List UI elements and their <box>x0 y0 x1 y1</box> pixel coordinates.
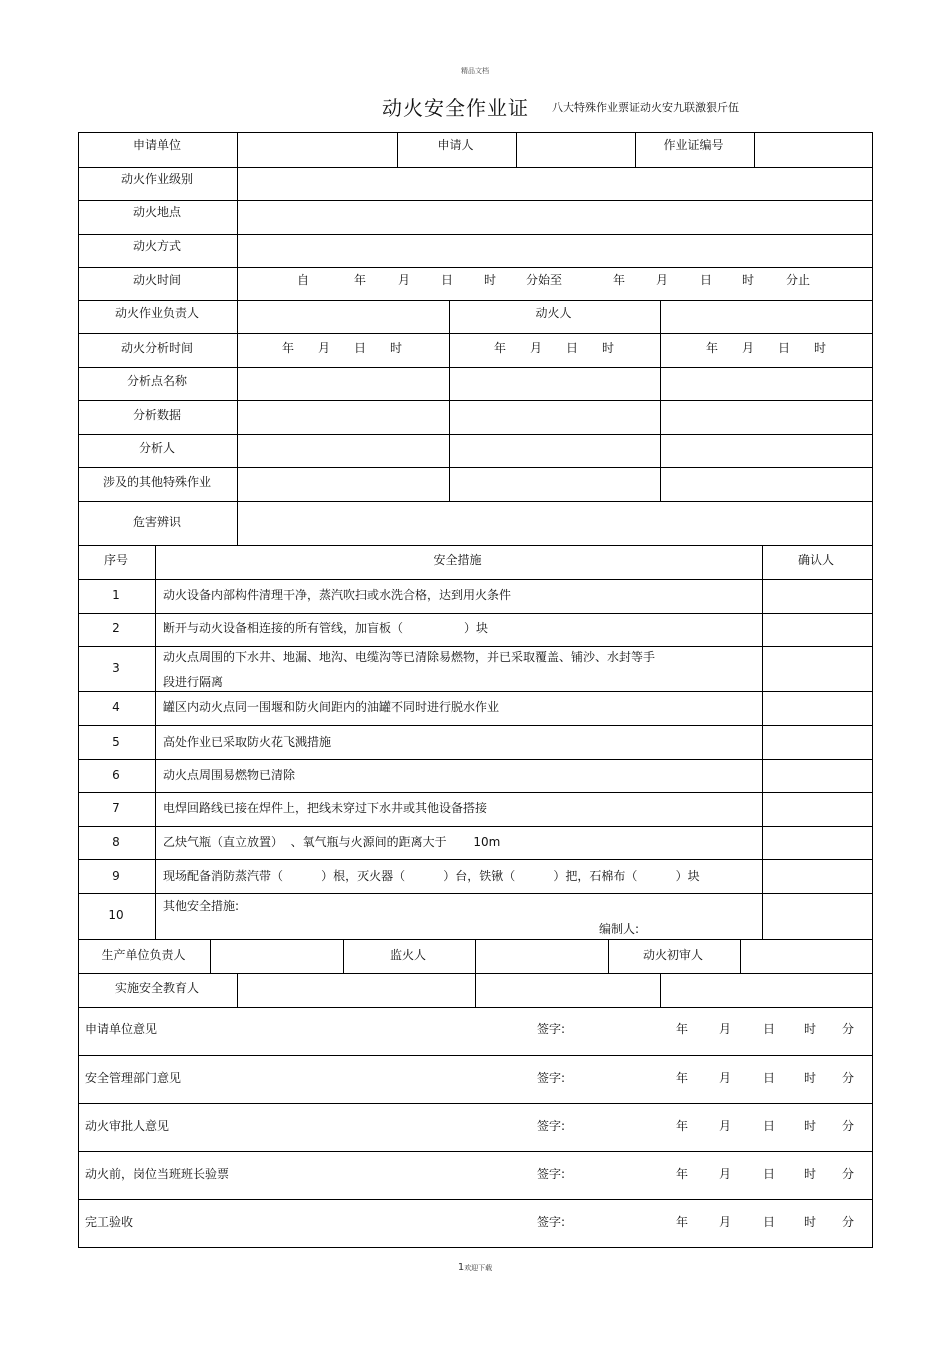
sign-minute: 分 <box>842 1119 855 1133</box>
measure-text-cont: 段进行隔离 <box>163 675 224 689</box>
sign-day: 日 <box>763 1071 776 1085</box>
measure-text: 断开与动火设备相连接的所有管线，加盲板（ ）块 <box>163 621 489 635</box>
sign-day: 日 <box>763 1022 776 1036</box>
at2-month: 月 <box>530 341 543 355</box>
col-safety-measures: 安全措施 <box>433 553 482 567</box>
analysis-time-label: 动火分析时间 <box>120 341 193 355</box>
measure-text: 其他安全措施: <box>163 899 240 913</box>
first-reviewer-label: 动火初审人 <box>642 948 703 962</box>
time-month: 月 <box>398 273 411 287</box>
measure-text: 现场配备消防蒸汽带（ ）根，灭火器（ ）台，铁锹（ ）把，石棉布（ ）块 <box>163 869 700 883</box>
at1-hour: 时 <box>390 341 403 355</box>
analysis-data-label: 分析数据 <box>132 408 181 422</box>
permit-number-label: 作业证编号 <box>663 138 724 152</box>
measure-no: 1 <box>112 588 120 602</box>
page-number: 1 <box>457 1262 465 1273</box>
sign-day: 日 <box>763 1167 776 1181</box>
sign-month: 月 <box>719 1071 732 1085</box>
at3-year: 年 <box>706 341 719 355</box>
sign-hour: 时 <box>804 1167 817 1181</box>
analysis-point-label: 分析点名称 <box>126 374 187 388</box>
sign-day: 日 <box>763 1119 776 1133</box>
col-number: 序号 <box>103 553 128 567</box>
other-special-work-label: 涉及的其他特殊作业 <box>102 475 211 489</box>
measure-no: 10 <box>108 908 124 922</box>
measure-no: 5 <box>112 735 120 749</box>
measure-text: 罐区内动火点同一围堰和防火间距内的油罐不同时进行脱水作业 <box>163 700 500 714</box>
analyst-label: 分析人 <box>138 441 175 455</box>
hazard-identification-label: 危害辨识 <box>132 515 181 529</box>
page-footer <box>0 1262 950 1273</box>
fire-method-label: 动火方式 <box>132 239 181 253</box>
at1-month: 月 <box>318 341 331 355</box>
measure-text: 动火点周围的下水井、地漏、地沟、电缆沟等已清除易燃物，并已采取覆盖、铺沙、水封等手 <box>163 650 656 664</box>
signoff-approver: 动火审批人意见 <box>85 1119 170 1133</box>
supervisor-label: 动火作业负责人 <box>114 306 199 320</box>
sign-month: 月 <box>719 1119 732 1133</box>
page-subtitle: 八大特殊作业票证动火安九联激狠斤伍 <box>552 101 739 114</box>
sign-day: 日 <box>763 1215 776 1229</box>
time-start: 分始至 <box>526 273 563 287</box>
sign-month: 月 <box>719 1167 732 1181</box>
time-day: 日 <box>441 273 454 287</box>
sign-minute: 分 <box>842 1022 855 1036</box>
at3-day: 日 <box>778 341 791 355</box>
time-hour: 时 <box>484 273 497 287</box>
signoff-shift-leader: 动火前，岗位当班班长验票 <box>85 1167 230 1181</box>
sign-hour: 时 <box>804 1119 817 1133</box>
measure-no: 6 <box>112 768 120 782</box>
time-day-2: 日 <box>700 273 713 287</box>
at1-day: 日 <box>354 341 367 355</box>
sign-label: 签字: <box>537 1022 566 1036</box>
applicant-label: 申请人 <box>437 138 474 152</box>
measure-no: 4 <box>112 700 120 714</box>
footer-text: 欢迎下载 <box>464 1264 493 1272</box>
fire-location-label: 动火地点 <box>132 205 181 219</box>
measure-text: 动火点周围易燃物已清除 <box>163 768 296 782</box>
sign-year: 年 <box>676 1215 689 1229</box>
measure-text: 高处作业已采取防火花飞溅措施 <box>163 735 332 749</box>
sign-year: 年 <box>676 1071 689 1085</box>
time-year: 年 <box>354 273 367 287</box>
signoff-applicant-unit: 申请单位意见 <box>85 1022 158 1036</box>
at2-year: 年 <box>494 341 507 355</box>
sign-month: 月 <box>719 1022 732 1036</box>
fire-time-label: 动火时间 <box>132 273 181 287</box>
watermark: 精品文档 <box>461 67 489 75</box>
compiled-by-label: 编制人: <box>599 922 640 936</box>
sign-label: 签字: <box>537 1119 566 1133</box>
sign-minute: 分 <box>842 1215 855 1229</box>
time-month-2: 月 <box>656 273 669 287</box>
sign-hour: 时 <box>804 1215 817 1229</box>
measure-no: 2 <box>112 621 120 635</box>
sign-minute: 分 <box>842 1071 855 1085</box>
at2-hour: 时 <box>602 341 615 355</box>
at1-year: 年 <box>282 341 295 355</box>
sign-label: 签字: <box>537 1071 566 1085</box>
signoff-completion: 完工验收 <box>85 1215 134 1229</box>
measure-no: 3 <box>112 661 120 675</box>
signoff-safety-dept: 安全管理部门意见 <box>85 1071 182 1085</box>
fire-watch-label: 监火人 <box>389 948 426 962</box>
measure-text: 乙炔气瓶（直立放置） 、氧气瓶与火源间的距离大于 10m <box>163 835 501 849</box>
sign-month: 月 <box>719 1215 732 1229</box>
sign-label: 签字: <box>537 1215 566 1229</box>
col-confirmer: 确认人 <box>797 553 834 567</box>
time-year-2: 年 <box>613 273 626 287</box>
sign-year: 年 <box>676 1022 689 1036</box>
sign-minute: 分 <box>842 1167 855 1181</box>
measure-no: 8 <box>112 835 120 849</box>
measure-no: 7 <box>112 801 120 815</box>
worker-label: 动火人 <box>535 306 572 320</box>
applicant-unit-label: 申请单位 <box>132 138 181 152</box>
sign-hour: 时 <box>804 1071 817 1085</box>
time-end: 分止 <box>786 273 811 287</box>
measure-text: 电焊回路线已接在焊件上，把线未穿过下水井或其他设备搭接 <box>163 801 488 815</box>
fire-work-level-label: 动火作业级别 <box>120 172 193 186</box>
at2-day: 日 <box>566 341 579 355</box>
time-hour-2: 时 <box>742 273 755 287</box>
measure-text: 动火设备内部构件清理干净，蒸汽吹扫或水洗合格，达到用火条件 <box>163 588 512 602</box>
permit-table <box>78 132 873 1248</box>
page-title: 动火安全作业证 <box>382 96 529 120</box>
safety-educator-label: 实施安全教育人 <box>114 981 199 995</box>
sign-year: 年 <box>676 1167 689 1181</box>
sign-year: 年 <box>676 1119 689 1133</box>
measure-no: 9 <box>112 869 120 883</box>
at3-month: 月 <box>742 341 755 355</box>
sign-hour: 时 <box>804 1022 817 1036</box>
sign-label: 签字: <box>537 1167 566 1181</box>
production-leader-label: 生产单位负责人 <box>101 948 186 962</box>
at3-hour: 时 <box>814 341 827 355</box>
time-from: 自 <box>297 273 310 287</box>
